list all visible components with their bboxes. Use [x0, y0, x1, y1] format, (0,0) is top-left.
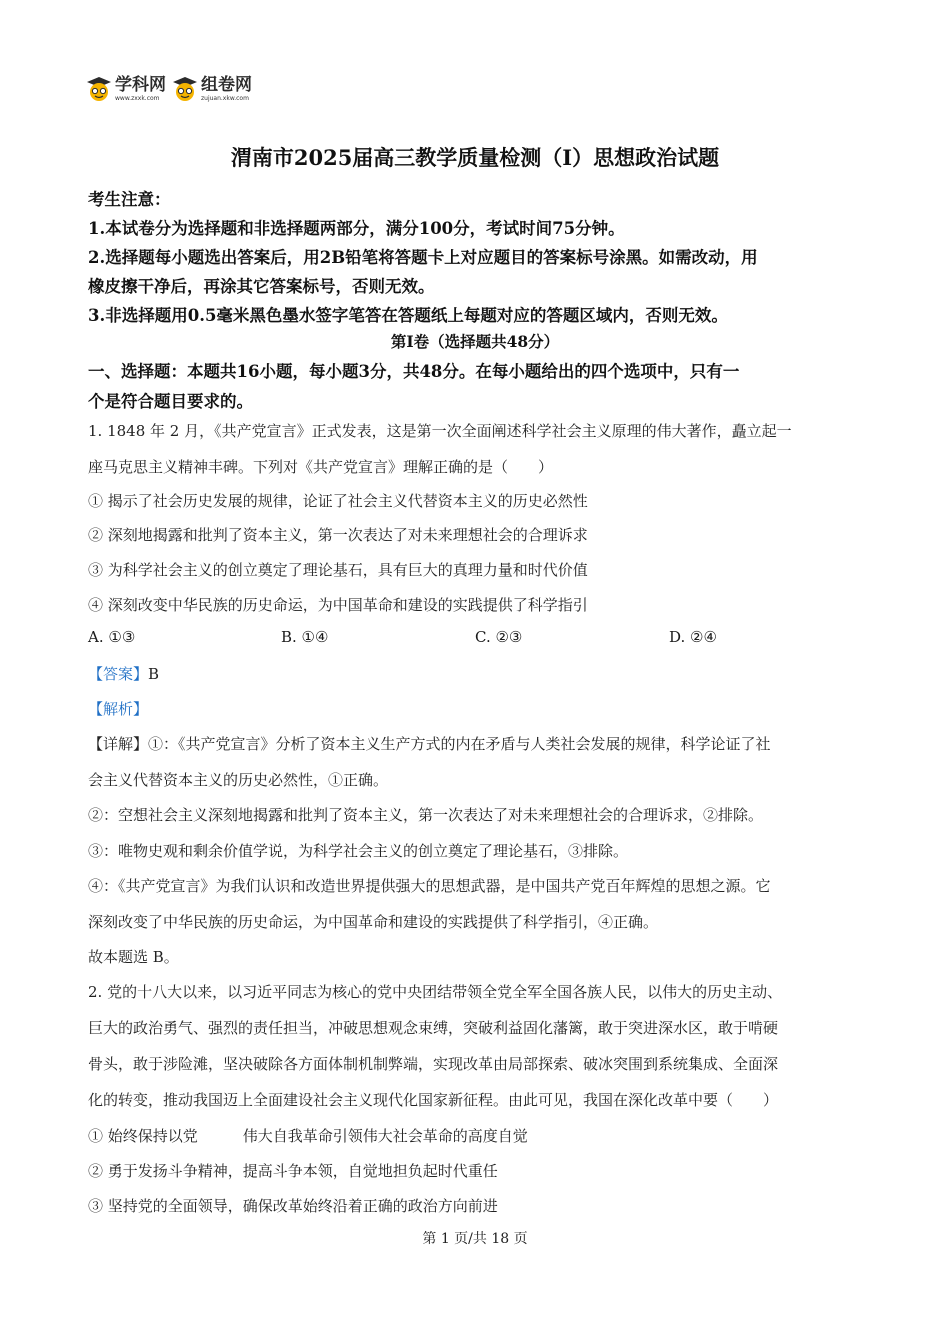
logo-url-1: www.zxxk.com [115, 94, 160, 102]
logo-url-2: zujuan.xkw.com [201, 94, 249, 102]
q2-statement-2: ② 勇于发扬斗争精神，提高斗争本领，自觉地担负起时代重任 [88, 1162, 498, 1180]
q2-stem-line-1: 2. 党的十八大以来，以习近平同志为核心的党中央团结带领全党全军全国各族人民，以伟大的历史主动、 [88, 983, 783, 1001]
q1-detail-4-line-1: ④：《共产党宣言》为我们认识和改造世界提供强大的思想武器，是中国共产党百年辉煌的思想之源。它 [88, 877, 771, 895]
notice-heading: 考生注意： [88, 190, 171, 209]
part-heading-line-2: 个是符合题目要求的。 [88, 392, 253, 411]
q2-statement-1: ① 始终保持以党 伟大自我革命引领伟大社会革命的高度自觉 [88, 1127, 528, 1145]
logo-zujuan [172, 76, 252, 102]
q1-option-a[interactable]: A. ①③ [88, 628, 136, 646]
q1-options [88, 628, 868, 650]
notice-item-2-line-2: 橡皮擦干净后，再涂其它答案标号，否则无效。 [88, 277, 435, 296]
q2-stem-line-4: 化的转变，推动我国迈上全面建设社会主义现代化国家新征程。由此可见，我国在深化改革中要（ ） [88, 1091, 779, 1109]
q1-option-c[interactable]: C. ②③ [475, 628, 523, 646]
notice-item-3: 3.非选择题用0.5毫米黑色墨水签字笔答在答题纸上每题对应的答题区域内，否则无效。 [88, 306, 728, 325]
q1-stem-line-1: 1. 1848 年 2 月，《共产党宣言》正式发表，这是第一次全面阐述科学社会主义原理的伟大著作，矗立起一 [88, 422, 792, 440]
q2-stem-line-3: 骨头，敢于涉险滩，坚决破除各方面体制机制弊端，实现改革由局部探索、破冰突围到系统集成、全面深 [88, 1055, 779, 1073]
logo [86, 72, 258, 106]
logo-name-2: 组卷网 [201, 74, 252, 95]
notice-item-1: 1.本试卷分为选择题和非选择题两部分，满分100分，考试时间75分钟。 [88, 219, 625, 238]
q1-option-b[interactable]: B. ①④ [281, 628, 329, 646]
page-footer: 第 1 页/共 18 页 [422, 1231, 528, 1247]
part-heading-line-1: 一、选择题：本题共16小题，每小题3分，共48分。在每小题给出的四个选项中，只有一 [88, 362, 740, 381]
q1-detail-3: ③：唯物史观和剩余价值学说，为科学社会主义的创立奠定了理论基石，③排除。 [88, 842, 629, 860]
section-title: 第I卷（选择题共48分） [390, 332, 560, 351]
q1-detail-2: ②：空想社会主义深刻地揭露和批判了资本主义，第一次表达了对未来理想社会的合理诉求，②排除。 [88, 806, 764, 824]
answer-tag: 【答案】 [88, 665, 149, 683]
student-face-icon [86, 76, 112, 102]
q1-stem-line-2: 座马克思主义精神丰碑。下列对《共产党宣言》理解正确的是（ ） [88, 458, 554, 476]
q1-option-d[interactable]: D. ②④ [669, 628, 717, 646]
logo-xkw [86, 76, 166, 102]
q1-detail-1-line-1 [88, 733, 771, 754]
page-title: 渭南市2025届高三教学质量检测（I）思想政治试题 [230, 145, 720, 170]
q1-statement-3: ③ 为科学社会主义的创立奠定了理论基石，具有巨大的真理力量和时代价值 [88, 561, 588, 579]
q1-answer [88, 663, 159, 684]
notice-item-2-line-1: 2.选择题每小题选出答案后，用2B铅笔将答题卡上对应题目的答案标号涂黑。如需改动，用 [88, 248, 758, 267]
q1-statement-1: ① 揭示了社会历史发展的规律，论证了社会主义代替资本主义的历史必然性 [88, 492, 588, 510]
detail-tag: 【详解】 [88, 735, 149, 753]
q1-conclusion: 故本题选 B。 [88, 948, 179, 966]
logo-name-1: 学科网 [115, 74, 166, 95]
answer-value: B [148, 665, 160, 683]
q2-stem-line-2: 巨大的政治勇气、强烈的责任担当，冲破思想观念束缚，突破利益固化藩篱，敢于突进深水区，敢于啃硬 [88, 1019, 779, 1037]
q1-statement-4: ④ 深刻改变中华民族的历史命运，为中国革命和建设的实践提供了科学指引 [88, 596, 588, 614]
q1-statement-2: ② 深刻地揭露和批判了资本主义，第一次表达了对未来理想社会的合理诉求 [88, 526, 588, 544]
analysis-tag: 【解析】 [88, 700, 149, 718]
student-face-icon [172, 76, 198, 102]
detail-text: ①：《共产党宣言》分析了资本主义生产方式的内在矛盾与人类社会发展的规律，科学论证了社 [148, 735, 771, 753]
q1-detail-1-line-2: 会主义代替资本主义的历史必然性，①正确。 [88, 771, 389, 789]
q2-statement-3: ③ 坚持党的全面领导，确保改革始终沿着正确的政治方向前进 [88, 1197, 498, 1215]
q1-detail-4-line-2: 深刻改变了中华民族的历史命运，为中国革命和建设的实践提供了科学指引，④正确。 [88, 913, 659, 931]
